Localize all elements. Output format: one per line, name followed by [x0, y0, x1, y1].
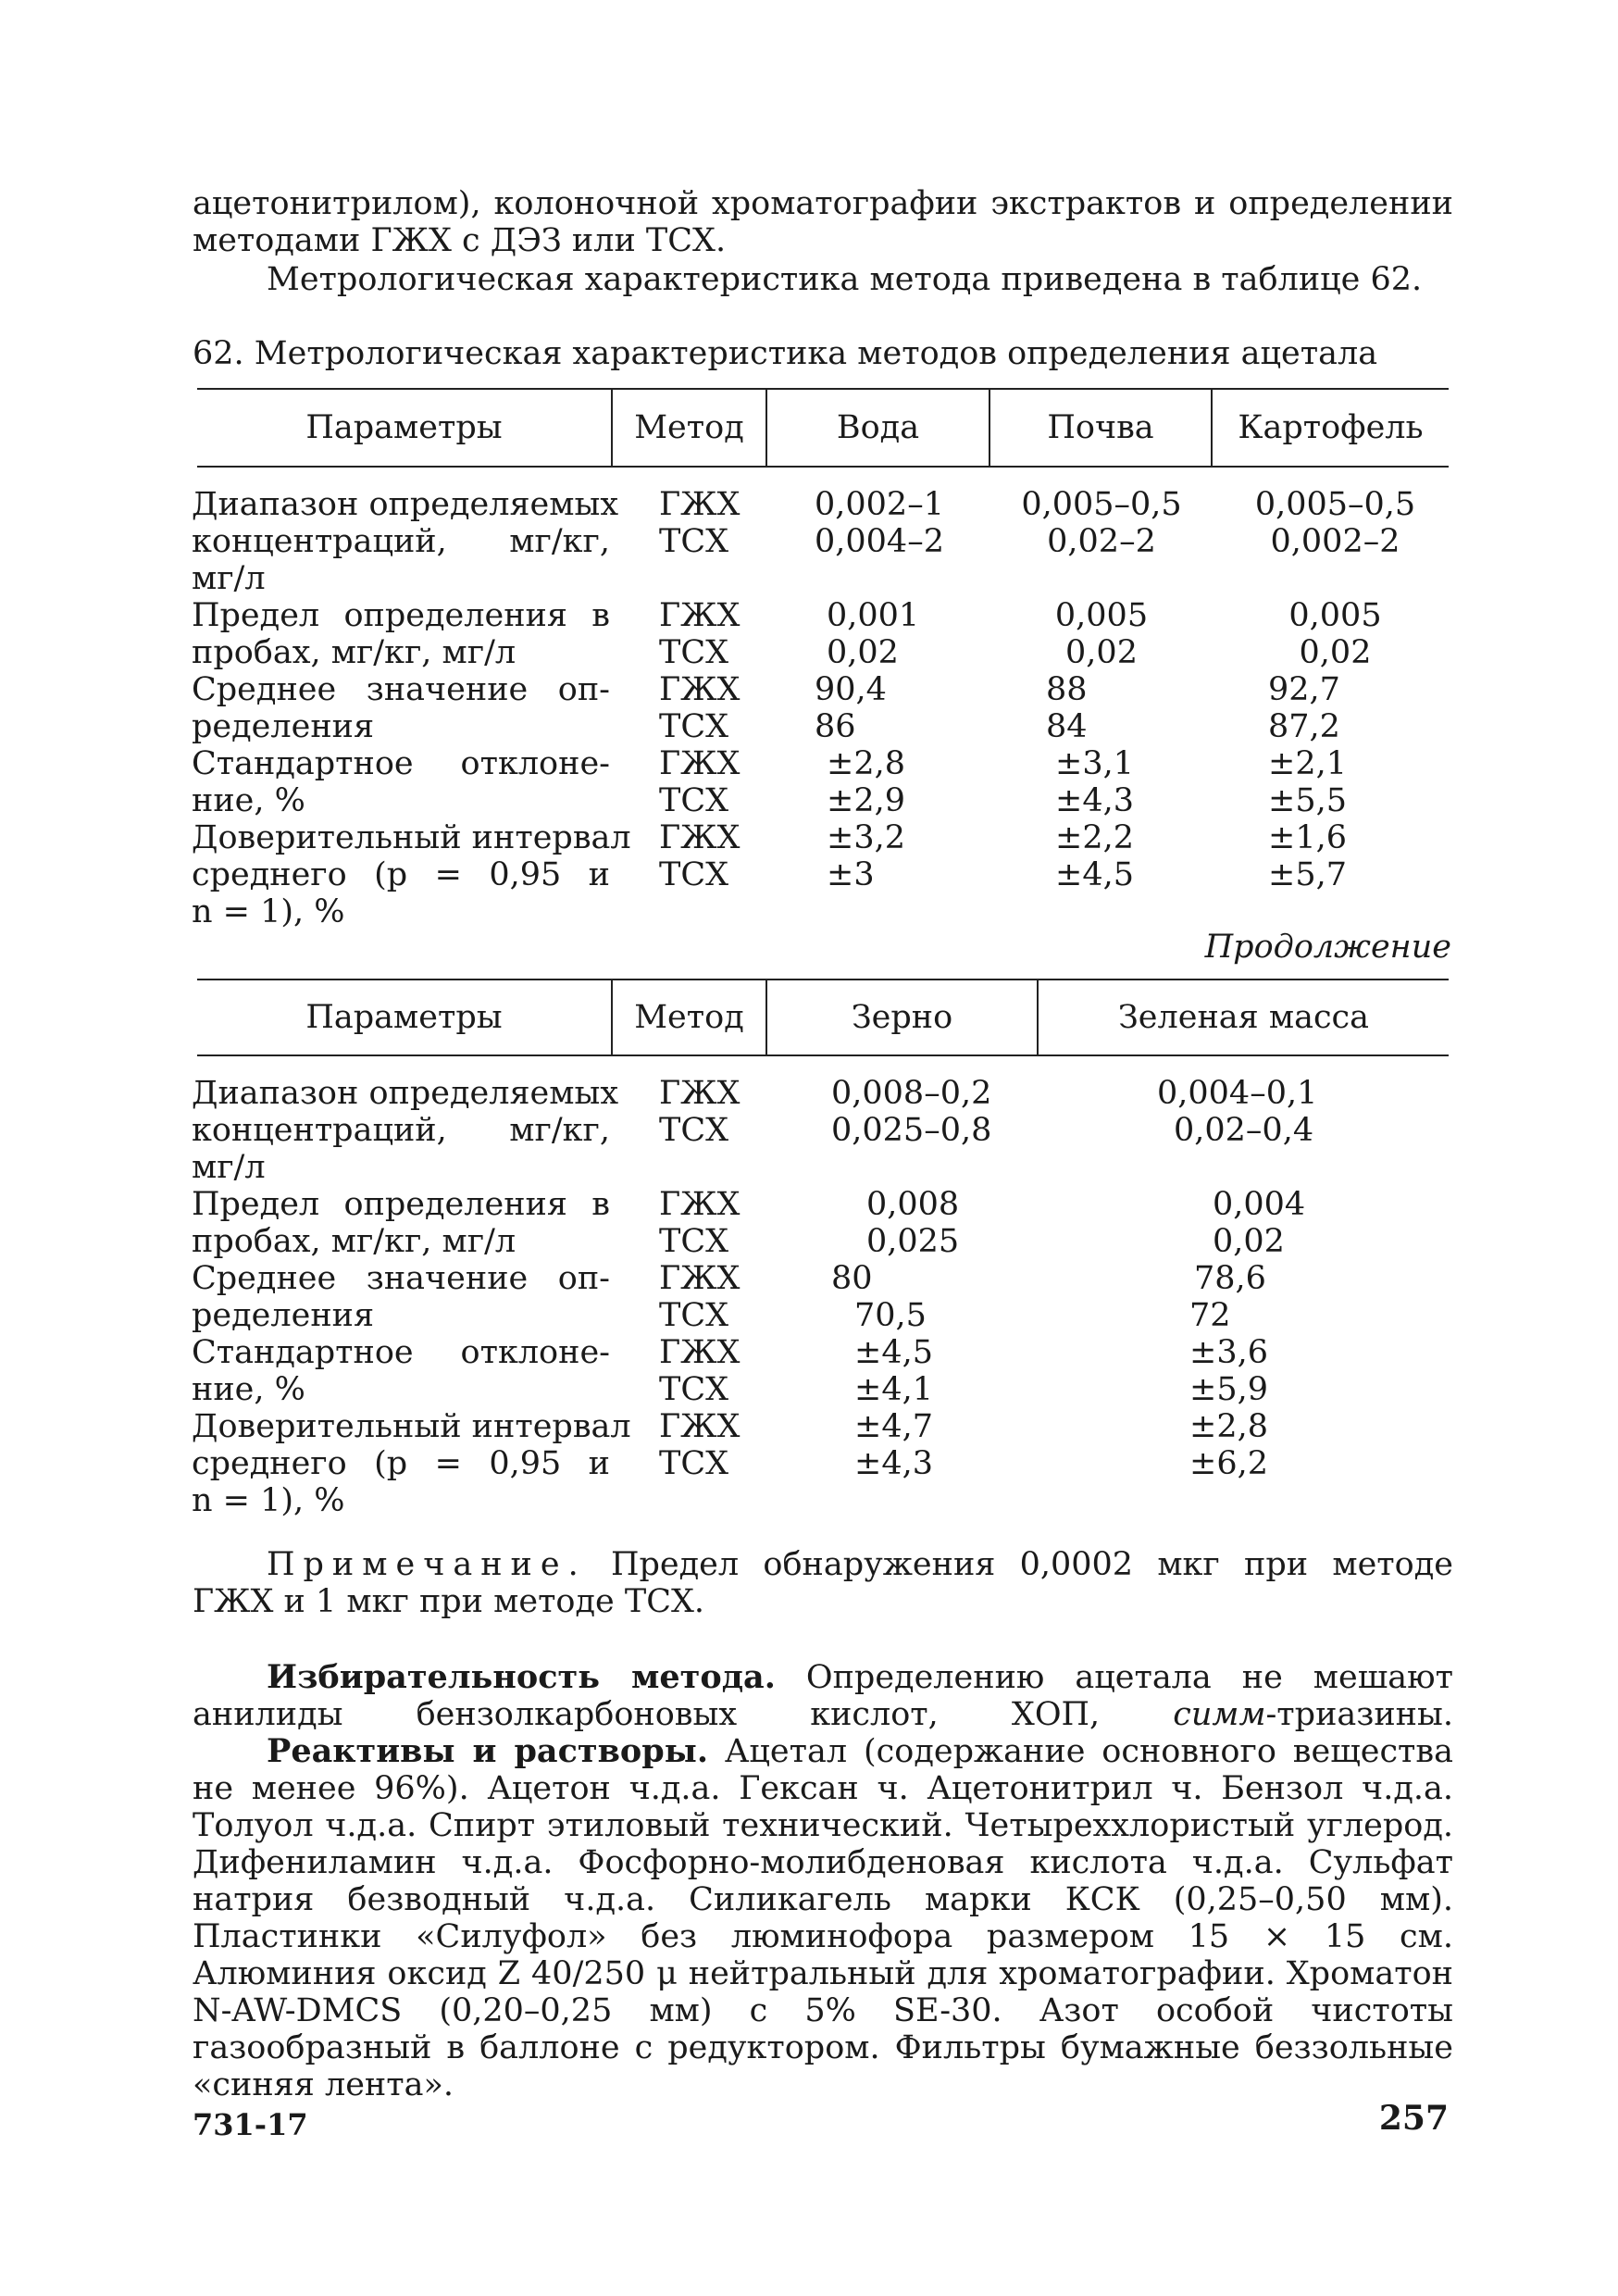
- note-line-1: [267, 1546, 1453, 1583]
- value-cell: 0,02: [1213, 1223, 1285, 1260]
- method-cell: ГЖХ: [659, 745, 741, 782]
- value-cell: 0,008–0,2: [831, 1075, 992, 1112]
- value-cell: ±5,7: [1268, 856, 1347, 893]
- param-line: Доверительный интервал: [192, 819, 631, 856]
- value-cell: 0,005: [1288, 597, 1382, 634]
- param-line: n = 1), %: [192, 1482, 345, 1519]
- table-top-rule: [197, 979, 1449, 980]
- param-line: Среднее значение оп-: [192, 1260, 610, 1297]
- page-number: 257: [1378, 2099, 1449, 2138]
- value-cell: 0,025–0,8: [831, 1112, 992, 1149]
- method-cell: ТСХ: [659, 634, 729, 671]
- method-cell: ГЖХ: [659, 671, 741, 708]
- table-caption: 62. Метрологическая характеристика методов определения ацетала: [193, 335, 1378, 372]
- value-cell: 88: [1046, 671, 1088, 708]
- param-std: [192, 1334, 610, 1408]
- value-cell: ±3,2: [827, 819, 905, 856]
- param-line: мг/л: [192, 560, 266, 597]
- intro-line-1: ацетонитрилом), колоночной хроматографии экстрактов и определении: [193, 185, 1453, 222]
- param-line: Предел определения в: [192, 597, 610, 634]
- param-mean: [192, 1260, 610, 1334]
- note-text: Предел обнаружения 0,0002 мкг при методе: [610, 1546, 1453, 1583]
- note-line-2: ГЖХ и 1 мкг при методе ТСХ.: [193, 1583, 705, 1620]
- method-cell: ГЖХ: [659, 597, 741, 634]
- value-cell: ±5,5: [1268, 782, 1347, 819]
- param-line: n = 1), %: [192, 893, 345, 930]
- param-line: пробах, мг/кг, мг/л: [192, 634, 517, 671]
- param-range: [192, 1075, 619, 1186]
- method-cell: ГЖХ: [659, 486, 741, 523]
- method-cell: ТСХ: [659, 708, 729, 745]
- method-cell: ТСХ: [659, 1445, 729, 1482]
- value-cell: 0,005–0,5: [1021, 486, 1182, 523]
- method-cell: ГЖХ: [659, 819, 741, 856]
- value-cell: 0,02: [1065, 634, 1138, 671]
- selectivity-text: Определению ацетала не мешают анилиды бензолкарбоновых кислот, ХОП,: [193, 1659, 1453, 1733]
- param-limit: [192, 1186, 610, 1260]
- reagents-title: Реактивы и растворы.: [267, 1732, 709, 1770]
- value-cell: 0,004–2: [815, 523, 944, 560]
- header-method: Метод: [634, 409, 744, 446]
- value-cell: 0,025: [866, 1223, 960, 1260]
- note-label: Примечание.: [267, 1546, 587, 1583]
- param-line: Предел определения в: [192, 1186, 610, 1223]
- value-cell: 92,7: [1268, 671, 1340, 708]
- header-grain: Зерно: [851, 999, 953, 1036]
- param-mean: [192, 671, 610, 745]
- value-cell: 0,008: [866, 1186, 960, 1223]
- header-water: Вода: [836, 409, 920, 446]
- method-cell: ГЖХ: [659, 1075, 741, 1112]
- header-soil: Почва: [1047, 409, 1154, 446]
- param-line: ределения: [192, 1297, 375, 1334]
- param-line: пробах, мг/кг, мг/л: [192, 1223, 517, 1260]
- value-cell: 0,002–2: [1270, 523, 1400, 560]
- method-cell: ТСХ: [659, 1223, 729, 1260]
- method-cell: ГЖХ: [659, 1334, 741, 1371]
- value-cell: ±4,3: [1055, 782, 1134, 819]
- value-cell: 0,02–0,4: [1174, 1112, 1314, 1149]
- value-cell: ±3,1: [1055, 745, 1134, 782]
- value-cell: ±2,2: [1055, 819, 1134, 856]
- value-cell: ±4,5: [854, 1334, 933, 1371]
- param-line: Доверительный интервал: [192, 1408, 631, 1445]
- param-std: [192, 745, 610, 819]
- param-line: Стандартное отклоне-: [192, 745, 610, 782]
- value-cell: 90,4: [815, 671, 887, 708]
- value-cell: 0,005: [1054, 597, 1149, 634]
- continuation-label: Продолжение: [1204, 929, 1451, 966]
- param-line: Стандартное отклоне-: [192, 1334, 610, 1371]
- header-params: Параметры: [305, 409, 503, 446]
- reagents-paragraph: [193, 1733, 1453, 2103]
- method-cell: ТСХ: [659, 1112, 729, 1149]
- value-cell: 70,5: [854, 1297, 927, 1334]
- value-cell: 0,001: [827, 597, 920, 634]
- value-cell: 84: [1046, 708, 1088, 745]
- value-cell: 0,02: [1299, 634, 1372, 671]
- value-cell: ±4,7: [854, 1408, 933, 1445]
- param-ci: [192, 819, 631, 930]
- param-line: Диапазон определяемых: [192, 1075, 619, 1112]
- value-cell: 0,02: [827, 634, 899, 671]
- param-line: ределения: [192, 708, 375, 745]
- intro-line-3: Метрологическая характеристика метода приведена в таблице 62.: [267, 261, 1423, 298]
- method-cell: ТСХ: [659, 782, 729, 819]
- param-line: ние, %: [192, 1371, 305, 1408]
- header-method: Метод: [634, 999, 744, 1036]
- param-line: мг/л: [192, 1149, 266, 1186]
- selectivity-title: Избирательность метода.: [267, 1658, 776, 1696]
- value-cell: ±2,8: [1189, 1408, 1268, 1445]
- method-cell: ТСХ: [659, 523, 729, 560]
- method-cell: ТСХ: [659, 856, 729, 893]
- value-cell: 0,02–2: [1047, 523, 1156, 560]
- table-top-rule: [197, 388, 1449, 390]
- table-header-rule: [197, 466, 1449, 468]
- method-cell: ТСХ: [659, 1297, 729, 1334]
- param-limit: [192, 597, 610, 671]
- value-cell: ±3,6: [1189, 1334, 1268, 1371]
- value-cell: 0,004: [1213, 1186, 1306, 1223]
- value-cell: 78,6: [1194, 1260, 1266, 1297]
- param-line: среднего (p = 0,95 и: [192, 1445, 610, 1482]
- value-cell: 0,002–1: [815, 486, 944, 523]
- selectivity-text-end: -триазины.: [1265, 1696, 1453, 1733]
- value-cell: ±2,1: [1268, 745, 1347, 782]
- selectivity-italic: симм: [1173, 1696, 1266, 1733]
- method-cell: ТСХ: [659, 1371, 729, 1408]
- param-line: концентраций, мг/кг,: [192, 1112, 610, 1149]
- value-cell: ±1,6: [1268, 819, 1347, 856]
- reagents-text: Ацетал (содержание основного вещества не менее 96%). Ацетон ч.д.а. Гексан ч. Ацетонитрил ч. Бензол ч.д.а. Толуол ч.д.а. Спирт этиловый технический. Четыреххлористый углерод. Дифениламин ч.д.а. Фосфорно-молибденовая кислота ч.д.а. Сульфат натрия безводный ч.д.а. Силикагель марки КСК (0,25–0,50 мм). Пластинки «Силуфол» без люминофора размером 15 × 15 см. Алюминия оксид Z 40/250 μ нейтральный для хроматографии. Хроматон N-AW-DMCS (0,20–0,25 мм) с 5% SE-30. Азот особой чистоты газообразный в баллоне с редуктором. Фильтры бумажные беззольные «синяя лента».: [193, 1733, 1453, 2103]
- value-cell: 86: [815, 708, 856, 745]
- param-line: среднего (p = 0,95 и: [192, 856, 610, 893]
- value-cell: ±2,8: [827, 745, 905, 782]
- method-cell: ГЖХ: [659, 1186, 741, 1223]
- value-cell: 87,2: [1268, 708, 1340, 745]
- header-potato: Картофель: [1238, 409, 1424, 446]
- method-cell: ГЖХ: [659, 1408, 741, 1445]
- value-cell: ±2,9: [827, 782, 905, 819]
- value-cell: ±3: [827, 856, 875, 893]
- value-cell: ±5,9: [1189, 1371, 1268, 1408]
- param-line: Среднее значение оп-: [192, 671, 610, 708]
- param-line: ние, %: [192, 782, 305, 819]
- param-range: [192, 486, 619, 597]
- value-cell: ±4,3: [854, 1445, 933, 1482]
- method-cell: ГЖХ: [659, 1260, 741, 1297]
- intro-line-2: методами ГЖХ с ДЭЗ или ТСХ.: [193, 222, 727, 259]
- value-cell: 72: [1189, 1297, 1231, 1334]
- value-cell: 0,005–0,5: [1254, 486, 1416, 523]
- param-line: Диапазон определяемых: [192, 486, 619, 523]
- value-cell: 0,004–0,1: [1157, 1075, 1318, 1112]
- param-ci: [192, 1408, 631, 1519]
- table-header-rule: [197, 1054, 1449, 1056]
- param-line: концентраций, мг/кг,: [192, 523, 610, 560]
- header-green-mass: Зеленая масса: [1117, 999, 1370, 1036]
- value-cell: ±4,5: [1055, 856, 1134, 893]
- value-cell: 80: [831, 1260, 873, 1297]
- print-code: 731-17: [193, 2107, 308, 2142]
- value-cell: ±4,1: [854, 1371, 933, 1408]
- header-params: Параметры: [305, 999, 503, 1036]
- value-cell: ±6,2: [1189, 1445, 1268, 1482]
